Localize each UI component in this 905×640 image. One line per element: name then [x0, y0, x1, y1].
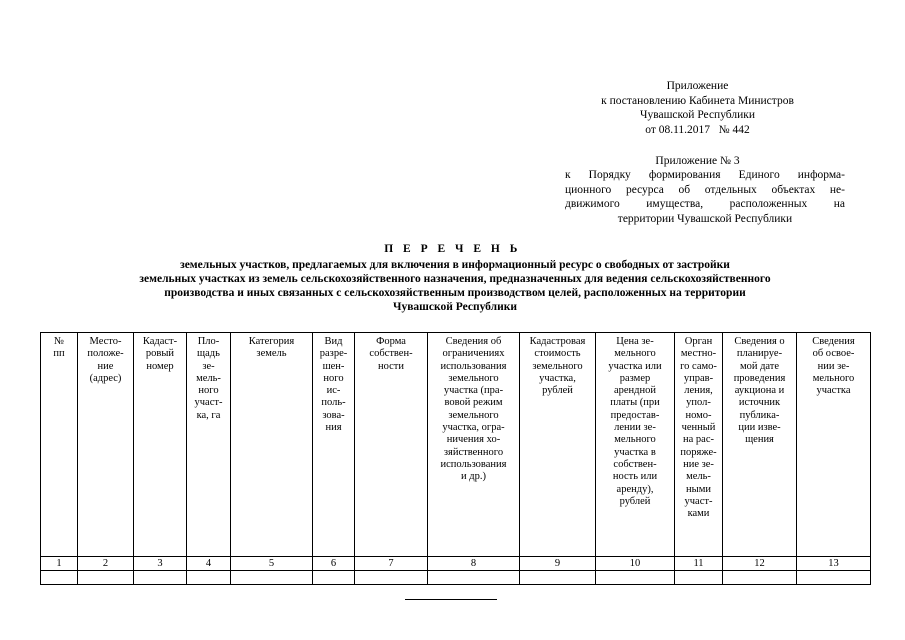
- document-subtitle: [40, 258, 870, 314]
- table-empty-row: [41, 571, 871, 585]
- table-cell: [797, 571, 871, 585]
- table-cell: [134, 571, 187, 585]
- column-header: Пло- щадь зе- мель- ного участ- ка, га: [187, 333, 231, 557]
- column-header: Место- положе- ние (адрес): [78, 333, 134, 557]
- subtitle-line: производства и иных связанных с сельскохозяйственным производством целей, расположенных на территории: [164, 287, 746, 299]
- table-cell: [723, 571, 797, 585]
- table-cell: [78, 571, 134, 585]
- column-header: Кадаст- ровый номер: [134, 333, 187, 557]
- column-header: Сведения об ограничениях использования земельного участка (пра- вовой режим земельного участка, огра- ничения хо- зяйственного использования и др.): [428, 333, 520, 557]
- column-number: 5: [231, 557, 313, 571]
- column-number-row: [41, 557, 871, 571]
- table-cell: [41, 571, 78, 585]
- column-number: 12: [723, 557, 797, 571]
- appendix-3-line: ционного ресурса об отдельных объектах не-: [565, 183, 845, 196]
- table-cell: [231, 571, 313, 585]
- table-cell: [596, 571, 675, 585]
- column-number: 6: [313, 557, 355, 571]
- column-number: 8: [428, 557, 520, 571]
- column-number: 2: [78, 557, 134, 571]
- column-number: 3: [134, 557, 187, 571]
- footer-rule: [405, 599, 497, 600]
- column-header: Орган местно- го само- управ- ления, упол- номо- ченный на рас- поряже- ние зе- мель- ными участ- ками: [675, 333, 723, 557]
- table-cell: [520, 571, 596, 585]
- column-number: 13: [797, 557, 871, 571]
- column-header: № пп: [41, 333, 78, 557]
- appendix-1-line: к постановлению Кабинета Министров: [601, 94, 794, 107]
- column-number: 10: [596, 557, 675, 571]
- appendix-3-line: движимого имущества, расположенных на: [565, 198, 845, 210]
- appendix-1-block: [560, 79, 835, 137]
- appendix-3-body: [565, 168, 845, 226]
- subtitle-line: Чувашской Республики: [393, 301, 517, 313]
- appendix-1-line: от 08.11.2017 № 442: [645, 123, 750, 136]
- appendix-1-line: Чувашской Республики: [639, 109, 756, 121]
- column-number: 7: [355, 557, 428, 571]
- column-header: Сведения об освое- нии зе- мельного участка: [797, 333, 871, 557]
- column-header: Цена зе- мельного участка или размер арендной платы (при предостав- лении зе- мельного участка в собствен- ность или аренду), рублей: [596, 333, 675, 557]
- column-number: 9: [520, 557, 596, 571]
- subtitle-line: земельных участках из земель сельскохозяйственного назначения, предназначенных для ведения сельскохозяйственного: [139, 273, 771, 285]
- table-cell: [428, 571, 520, 585]
- table-cell: [187, 571, 231, 585]
- document-title: П Е Р Е Ч Е Н Ь: [384, 243, 521, 255]
- column-header: Сведения о планируе- мой дате проведения аукциона и источник публика- ции изве- щения: [723, 333, 797, 557]
- column-header: Форма собствен- ности: [355, 333, 428, 557]
- appendix-3-line: территории Чувашской Республики: [617, 212, 793, 225]
- land-plots-table: [40, 332, 871, 585]
- appendix-3-line: к Порядку формирования Единого информа-: [565, 169, 845, 181]
- table-cell: [355, 571, 428, 585]
- column-number: 1: [41, 557, 78, 571]
- column-header: Категория земель: [231, 333, 313, 557]
- column-number: 4: [187, 557, 231, 571]
- subtitle-line: земельных участков, предлагаемых для включения в информационный ресурс о свободных от застройки: [180, 259, 730, 271]
- column-number: 11: [675, 557, 723, 571]
- table-cell: [675, 571, 723, 585]
- appendix-1-line: Приложение: [666, 80, 729, 92]
- table-header-row: [41, 333, 871, 557]
- column-header: Кадастровая стоимость земельного участка, рублей: [520, 333, 596, 557]
- table-cell: [313, 571, 355, 585]
- column-header: Вид разре- шен- ного ис- поль- зова- ния: [313, 333, 355, 557]
- appendix-3-title: Приложение № 3: [655, 155, 740, 167]
